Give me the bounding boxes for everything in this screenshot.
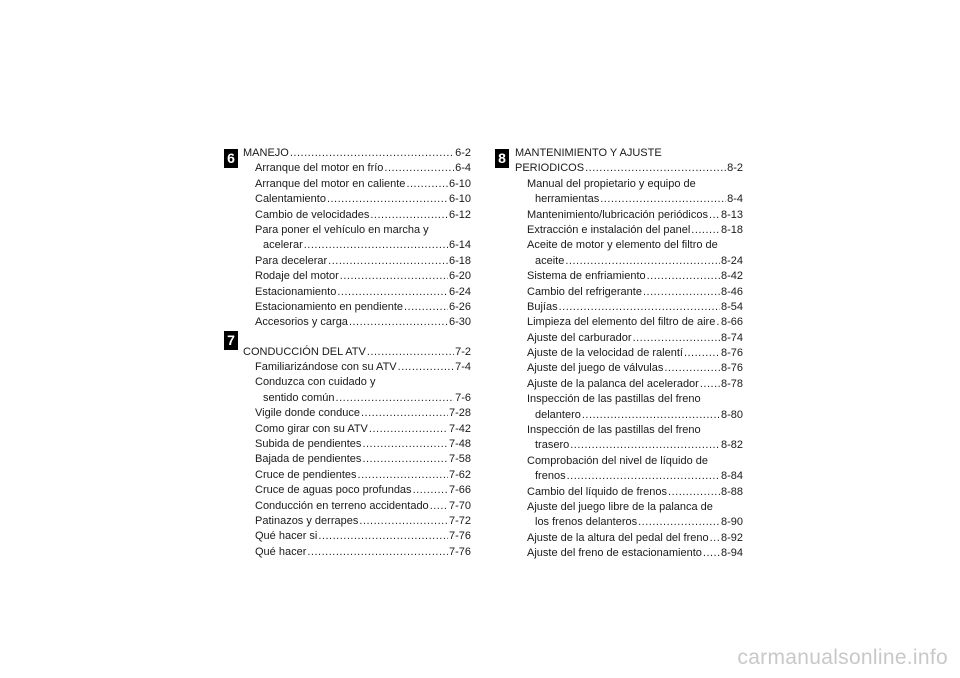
toc-entry-title: Ajuste del juego libre de la palanca de [527, 500, 713, 513]
dot-leader [361, 406, 448, 421]
toc-entry-title: CONDUCCIÓN DEL ATV [243, 345, 366, 358]
toc-entry[interactable] [515, 531, 743, 546]
dot-leader [398, 360, 454, 375]
toc-page-number: 7-62 [448, 468, 471, 481]
toc-page-number: 6-20 [448, 270, 471, 283]
toc-entry[interactable] [243, 422, 471, 437]
toc-page-number: 8-84 [720, 470, 743, 483]
toc-page-number: 6-30 [448, 316, 471, 329]
toc-entry-title: Ajuste de la velocidad de ralentí [527, 347, 683, 360]
toc-entry-title: Ajuste del carburador [527, 331, 632, 344]
chapter-tab-6: 6 [224, 149, 238, 168]
dot-leader [349, 315, 448, 330]
toc-entry-title: Limpieza del elemento del filtro de aire [527, 316, 716, 329]
toc-page-number: 7-58 [448, 453, 471, 466]
dot-leader [413, 483, 448, 498]
toc-entry-title: Ajuste de la palanca del acelerador [527, 377, 699, 390]
toc-entry-title: Cruce de pendientes [255, 468, 357, 481]
dot-leader [358, 468, 448, 483]
toc-entry[interactable] [515, 223, 743, 238]
toc-entry-title: Inspección de las pastillas del freno [527, 393, 701, 406]
dot-leader [684, 346, 720, 361]
dot-leader [406, 177, 448, 192]
dot-leader [710, 531, 720, 546]
toc-entry-title: Accesorios y carga [255, 316, 348, 329]
dot-leader [430, 499, 448, 514]
toc-entry-title: MANTENIMIENTO Y AJUSTE [515, 147, 662, 159]
toc-entry-title: Para decelerar [255, 254, 328, 267]
toc-entry-title: Aceite de motor y elemento del filtro de [527, 239, 718, 252]
toc-page-number: 8-13 [720, 208, 743, 221]
dot-leader [327, 192, 448, 207]
toc-page-number: 6-10 [448, 177, 471, 190]
dot-leader [570, 438, 720, 453]
toc-entry[interactable] [243, 529, 471, 544]
toc-entry-title: Ajuste del freno de estacionamiento [527, 547, 702, 560]
toc-entry[interactable] [243, 146, 471, 161]
toc-entry[interactable] [243, 192, 471, 207]
toc-page-number: 7-76 [448, 545, 471, 558]
toc-page-number: 7-2 [455, 345, 471, 358]
watermark: carmanualsonline.info [737, 646, 948, 669]
toc-entry[interactable] [515, 515, 743, 530]
dot-leader [559, 300, 720, 315]
toc-entry[interactable] [243, 437, 471, 452]
toc-entry[interactable] [243, 545, 471, 560]
toc-entry-title: Ajuste del juego de válvulas [527, 362, 664, 375]
toc-entry-title: Conducción en terreno accidentado [255, 499, 429, 512]
toc-entry-title: Sistema de enfriamiento [527, 270, 646, 283]
toc-page-number: 8-92 [720, 531, 743, 544]
toc-entry-title: delantero [535, 408, 581, 421]
toc-entry[interactable] [243, 285, 471, 300]
toc-page-number: 8-90 [720, 516, 743, 529]
dot-leader [703, 546, 720, 561]
toc-entry[interactable] [515, 177, 743, 192]
toc-entry-title: Conduzca con cuidado y [255, 376, 376, 389]
toc-page-number: 8-18 [720, 223, 743, 236]
dot-leader [643, 285, 720, 300]
dot-leader [633, 331, 720, 346]
dot-leader [709, 208, 720, 223]
toc-entry-title: Rodaje del motor [255, 270, 339, 283]
toc-entry[interactable] [243, 345, 471, 360]
toc-entry[interactable] [243, 238, 471, 253]
toc-page-number: 8-54 [720, 300, 743, 313]
toc-entry-title: herramientas [535, 193, 600, 206]
toc-entry-title: Cambio de velocidades [255, 208, 370, 221]
toc-page-number: 7-66 [448, 484, 471, 497]
dot-leader [370, 208, 448, 223]
dot-leader [336, 391, 455, 406]
toc-page-number: 6-2 [455, 147, 471, 159]
toc-entry[interactable] [515, 254, 743, 269]
toc-entry[interactable] [515, 500, 743, 515]
toc-entry[interactable] [515, 208, 743, 223]
toc-entry-title: Subida de pendientes [255, 438, 362, 451]
toc-entry[interactable] [515, 392, 743, 407]
toc-page-number: 8-76 [720, 362, 743, 375]
toc-entry[interactable] [515, 361, 743, 376]
dot-leader [647, 269, 720, 284]
toc-entry[interactable] [243, 177, 471, 192]
dot-leader [384, 161, 454, 176]
toc-section-8 [515, 146, 743, 562]
toc-page-number: 8-42 [720, 270, 743, 283]
dot-leader [691, 223, 720, 238]
toc-entry[interactable] [515, 423, 743, 438]
toc-page-number: 7-6 [455, 391, 471, 404]
toc-page-number: 8-88 [720, 485, 743, 498]
toc-entry-title: Bajada de pendientes [255, 453, 362, 466]
toc-entry-title: Patinazos y derrapes [255, 514, 359, 527]
toc-page-number: 8-76 [720, 347, 743, 360]
toc-entry-title: PERIODICOS [515, 162, 585, 175]
toc-entry[interactable] [243, 452, 471, 467]
toc-entry-title: Qué hacer si [255, 530, 318, 543]
dot-leader [328, 254, 448, 269]
section-gap [243, 331, 471, 345]
toc-page-number: 8-74 [720, 331, 743, 344]
toc-page-number: 7-76 [448, 530, 471, 543]
toc-entry-title: Bujías [527, 300, 558, 313]
toc-entry-title: Extracción e instalación del panel [527, 223, 691, 236]
toc-entry-title: los frenos delanteros [535, 516, 638, 529]
toc-page-number: 7-28 [448, 407, 471, 420]
dot-leader [362, 437, 448, 452]
toc-entry[interactable] [515, 238, 743, 253]
toc-entry-title: MANEJO [243, 147, 289, 159]
toc-entry[interactable] [243, 360, 471, 375]
dot-leader [585, 161, 726, 176]
toc-section-6 [243, 146, 471, 331]
toc-section-7 [243, 345, 471, 560]
toc-page-number: 8-2 [727, 162, 743, 175]
toc-page-number: 8-80 [720, 408, 743, 421]
toc-page-number: 7-70 [448, 499, 471, 512]
toc-entry[interactable] [515, 346, 743, 361]
toc-page-number: 6-12 [448, 208, 471, 221]
toc-entry[interactable] [243, 499, 471, 514]
toc-entry-title: acelerar [263, 239, 303, 252]
dot-leader [600, 192, 726, 207]
toc-entry[interactable] [243, 468, 471, 483]
toc-page-number: 8-82 [720, 439, 743, 452]
toc-page-number: 6-14 [448, 239, 471, 252]
dot-leader [716, 315, 720, 330]
dot-leader [565, 254, 720, 269]
dot-leader [337, 285, 448, 300]
toc-entry-title: Arranque del motor en frío [255, 162, 384, 175]
dot-leader [404, 300, 448, 315]
dot-leader [359, 514, 448, 529]
toc-entry-title: frenos [535, 470, 566, 483]
toc-entry-title: Calentamiento [255, 193, 326, 206]
dot-leader [638, 515, 720, 530]
toc-entry-title: Familiarizándose con su ATV [255, 361, 397, 374]
toc-page-number: 8-4 [727, 193, 743, 206]
toc-page-number: 8-66 [720, 316, 743, 329]
toc-entry-title: Arranque del motor en caliente [255, 177, 406, 190]
toc-entry-title: Qué hacer [255, 545, 307, 558]
dot-leader [369, 422, 448, 437]
dot-leader [307, 545, 448, 560]
dot-leader [668, 485, 720, 500]
toc-entry[interactable] [243, 269, 471, 284]
dot-leader [318, 529, 448, 544]
toc-entry[interactable] [243, 375, 471, 390]
toc-entry-title: Comprobación del nivel de líquido de [527, 454, 709, 467]
toc-entry-title: Inspección de las pastillas del freno [527, 424, 701, 437]
toc-entry-title: Para poner el vehículo en marcha y [255, 223, 429, 236]
toc-entry[interactable] [243, 514, 471, 529]
toc-page-number: 6-26 [448, 300, 471, 313]
toc-entry[interactable] [515, 438, 743, 453]
toc-page-number: 8-78 [720, 377, 743, 390]
toc-entry[interactable] [243, 391, 471, 406]
toc-entry[interactable] [243, 208, 471, 223]
toc-entry-title: Cambio del líquido de frenos [527, 485, 668, 498]
toc-entry-title: Vigile donde conduce [255, 407, 360, 420]
toc-entry[interactable] [515, 285, 743, 300]
toc-entry[interactable] [515, 331, 743, 346]
dot-leader [362, 452, 448, 467]
dot-leader [304, 238, 448, 253]
toc-entry-title: Estacionamiento en pendiente [255, 300, 403, 313]
toc-entry[interactable] [515, 377, 743, 392]
dot-leader [340, 269, 448, 284]
toc-page-number: 7-48 [448, 438, 471, 451]
dot-leader [700, 377, 720, 392]
toc-page-number: 7-72 [448, 514, 471, 527]
toc-page-number: 6-24 [448, 285, 471, 298]
toc-entry-title: trasero [535, 439, 570, 452]
toc-entry[interactable] [515, 146, 743, 161]
toc-entry-title: Manual del propietario y equipo de [527, 177, 696, 190]
chapter-tab-8: 8 [495, 149, 509, 168]
toc-entry[interactable] [243, 161, 471, 176]
chapter-tab-7: 7 [224, 331, 238, 350]
dot-leader [567, 469, 720, 484]
toc-entry[interactable] [515, 300, 743, 315]
toc-entry[interactable] [515, 469, 743, 484]
toc-column-left [243, 146, 471, 560]
toc-entry-title: Cruce de aguas poco profundas [255, 484, 412, 497]
toc-page-number: 7-4 [455, 361, 471, 374]
dot-leader [367, 345, 454, 360]
toc-entry[interactable] [243, 223, 471, 238]
dot-leader [582, 408, 720, 423]
dot-leader [290, 146, 454, 161]
toc-page-number: 7-42 [448, 422, 471, 435]
toc-entry[interactable] [515, 269, 743, 284]
toc-page-number: 8-46 [720, 285, 743, 298]
toc-entry[interactable] [515, 485, 743, 500]
toc-entry[interactable] [243, 254, 471, 269]
toc-entry-title: Mantenimiento/lubricación periódicos [527, 208, 708, 221]
toc-entry-title: Ajuste de la altura del pedal del freno [527, 531, 709, 544]
toc-entry[interactable] [243, 406, 471, 421]
toc-page-number: 8-94 [720, 547, 743, 560]
toc-entry[interactable] [515, 408, 743, 423]
toc-page-number: 6-18 [448, 254, 471, 267]
toc-entry-title: Como girar con su ATV [255, 422, 368, 435]
toc-page-number: 6-4 [455, 162, 471, 175]
toc-entry-title: Cambio del refrigerante [527, 285, 642, 298]
toc-entry-title: aceite [535, 254, 565, 267]
toc-page-number: 6-10 [448, 193, 471, 206]
toc-entry[interactable] [515, 315, 743, 330]
toc-entry[interactable] [515, 546, 743, 561]
toc-entry[interactable] [243, 315, 471, 330]
toc-entry[interactable] [515, 192, 743, 207]
toc-entry[interactable] [243, 483, 471, 498]
toc-entry[interactable] [515, 454, 743, 469]
toc-entry[interactable] [243, 300, 471, 315]
toc-entry[interactable] [515, 161, 743, 176]
toc-column-right [515, 146, 743, 562]
toc-entry-title: sentido común [263, 391, 335, 404]
toc-page-number: 8-24 [720, 254, 743, 267]
toc-entry-title: Estacionamiento [255, 285, 337, 298]
dot-leader [664, 361, 720, 376]
